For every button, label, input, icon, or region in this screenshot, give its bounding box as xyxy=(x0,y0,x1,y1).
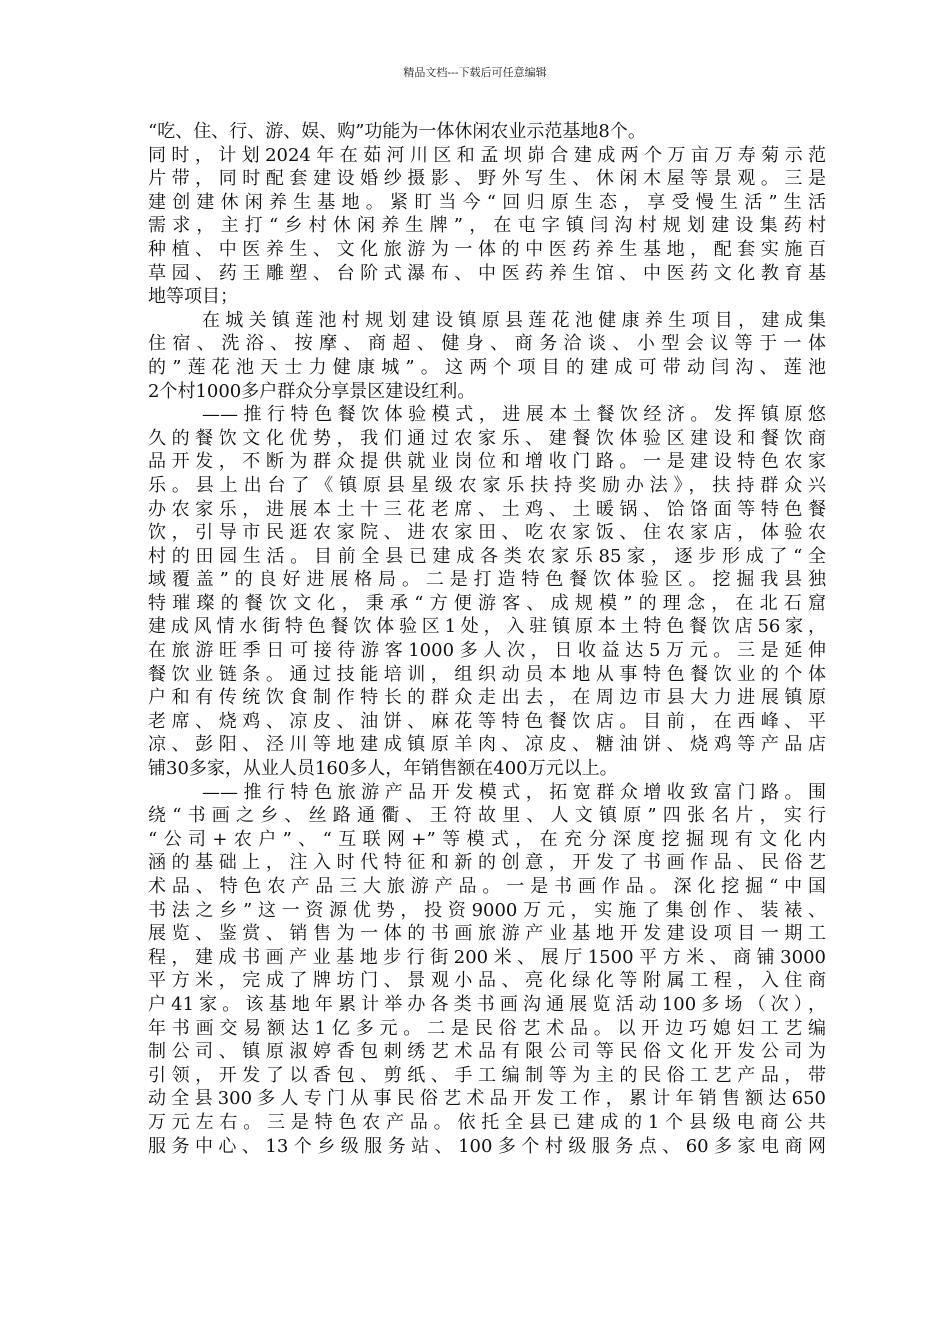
document-body xyxy=(148,120,826,1158)
text-line: ——推行特色旅游产品开发模式，拓宽群众增收致富门路。围 xyxy=(202,781,826,803)
text-line: 2个村1000多户群众分享景区建设红利。 xyxy=(148,380,476,402)
text-line: 饮，引导市民逛农家院、进农家田、吃农家饭、住农家店，体验农 xyxy=(148,522,826,544)
text-line: 餐饮业链条。通过技能培训，组织动员本地从事特色餐饮业的个体 xyxy=(148,663,826,685)
text-line: 术品、特色农产品三大旅游产品。一是书画作品。深化挖掘“中国 xyxy=(148,876,826,897)
text-line: “公司+农户”、“互联网+”等模式，在充分深度挖掘现有文化内 xyxy=(148,828,826,850)
text-line: 展览、鉴赏、销售为一体的书画旅游产业基地开发建设项目一期工 xyxy=(148,923,826,945)
text-line: 服务中心、13个乡级服务站、100多个村级服务点、60多家电商网 xyxy=(148,1135,826,1157)
text-line: 办农家乐，进展本土十三花老席、土鸡、土暖锅、饸饹面等特色餐 xyxy=(148,498,826,520)
text-line: 久的餐饮文化优势，我们通过农家乐、建餐饮体验区建设和餐饮商 xyxy=(148,427,826,449)
text-line: 凉、彭阳、泾川等地建成镇原羊肉、凉皮、糖油饼、烧鸡等产品店 xyxy=(148,734,826,756)
text-line: 建创建休闲养生基地。紧盯当今“回归原生态，享受慢生活”生活 xyxy=(148,191,826,213)
text-line: 在城关镇莲池村规划建设镇原县莲花池健康养生项目，建成集 xyxy=(202,309,826,331)
text-line: 书法之乡”这一资源优势，投资9000万元，实施了集创作、装裱、 xyxy=(148,899,826,921)
page-header: 精品文档---下载后可任意编辑 xyxy=(403,66,547,79)
text-line: 平方米，完成了牌坊门、景观小品、亮化绿化等附属工程，入住商 xyxy=(148,970,826,992)
text-line: 的”莲花池天士力健康城”。这两个项目的建成可带动闫沟、莲池 xyxy=(148,356,826,378)
text-line: 草园、药王雕塑、台阶式瀑布、中医药养生馆、中医药文化教育基 xyxy=(148,262,826,284)
text-line: 程，建成书画产业基地步行街200米、展厅1500平方米、商铺3000 xyxy=(148,946,826,968)
text-line: 住宿、洗浴、按摩、商超、健身、商务洽谈、小型会议等于一体 xyxy=(148,333,826,355)
text-line: 同时，计划2024年在茹河川区和孟坝峁合建成两个万亩万寿菊示范 xyxy=(148,144,826,166)
text-line: 建成风情水街特色餐饮体验区1处，入驻镇原本土特色餐饮店56家， xyxy=(148,616,826,638)
text-line: 户41家。该基地年累计举办各类书画沟通展览活动100多场（次）， xyxy=(148,993,826,1015)
text-line: 涵的基础上，注入时代特征和新的创意，开发了书画作品、民俗艺 xyxy=(148,852,826,874)
text-line: 动全县300多人专门从事民俗艺术品开发工作，累计年销售额达650 xyxy=(148,1088,826,1110)
text-line: 在旅游旺季日可接待游客1000多人次，日收益达5万元。三是延伸 xyxy=(148,640,826,662)
text-line: 特璀璨的餐饮文化，秉承“方便游客、成规模”的理念，在北石窟 xyxy=(148,592,826,614)
text-line: 老席、烧鸡、凉皮、油饼、麻花等特色餐饮店。目前，在西峰、平 xyxy=(148,710,826,732)
text-line: 户和有传统饮食制作特长的群众走出去，在周边市县大力进展镇原 xyxy=(148,687,826,709)
text-line: 铺30多家，从业人员160多人，年销售额在400万元以上。 xyxy=(148,758,618,780)
text-line: 绕“书画之乡、丝路通衢、王符故里、人文镇原”四张名片，实行 xyxy=(148,805,826,827)
text-line: 年书画交易额达1亿多元。二是民俗艺术品。以开边巧媳妇工艺编 xyxy=(148,1017,826,1039)
text-line: 万元左右。三是特色农产品。依托全县已建成的1个县级电商公共 xyxy=(148,1111,826,1133)
text-line: 需求，主打“乡村休闲养生牌”，在屯字镇闫沟村规划建设集药村 xyxy=(148,215,826,237)
text-line: 制公司、镇原淑婷香包刺绣艺术品有限公司等民俗文化开发公司为 xyxy=(148,1041,826,1063)
text-line: 乐。县上出台了《镇原县星级农家乐扶持奖励办法》，扶持群众兴 xyxy=(148,474,826,496)
text-line: 引领，开发了以香包、剪纸、手工编制等为主的民俗工艺产品，带 xyxy=(148,1064,826,1086)
text-line: 村的田园生活。目前全县已建成各类农家乐85家，逐步形成了“全 xyxy=(148,545,826,567)
text-line: 种植、中医养生、文化旅游为一体的中医药养生基地，配套实施百 xyxy=(148,238,826,260)
text-line: ——推行特色餐饮体验模式，进展本土餐饮经济。发挥镇原悠 xyxy=(202,404,826,426)
text-line: 品开发，不断为群众提供就业岗位和增收门路。一是建设特色农家 xyxy=(148,451,826,473)
text-line: “吃、住、行、游、娱、购”功能为一体休闲农业示范基地8个。 xyxy=(148,121,646,142)
text-line: 域覆盖”的良好进展格局。二是打造特色餐饮体验区。挖掘我县独 xyxy=(148,569,826,591)
text-line: 地等项目； xyxy=(148,286,238,308)
text-line: 片带，同时配套建设婚纱摄影、野外写生、休闲木屋等景观。三是 xyxy=(148,168,826,190)
